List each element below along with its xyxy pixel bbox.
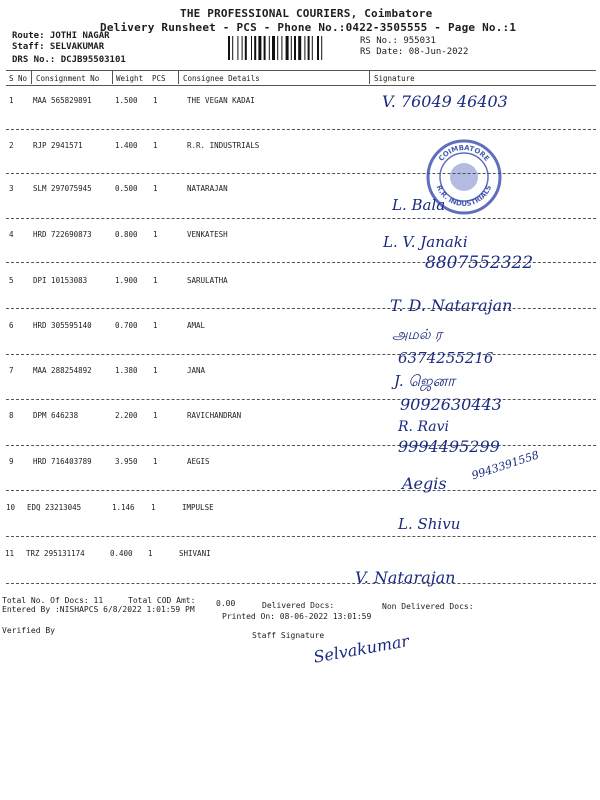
- signature-row-4: L. V. Janaki: [383, 233, 468, 251]
- row-pcs: 1: [153, 96, 158, 105]
- row-weight: 0.700: [115, 321, 138, 330]
- row-weight: 2.200: [115, 411, 138, 420]
- staff-signature-scribble: Selvakumar: [312, 631, 411, 667]
- row-consignment-number: SLM 297075945: [33, 184, 92, 193]
- row-separator: [6, 583, 596, 584]
- total-docs: Total No. Of Docs: 11: [2, 596, 104, 605]
- row-consignment-number: DPI 10153083: [33, 276, 88, 285]
- barcode-bar: [294, 36, 296, 60]
- column-divider: [178, 71, 179, 84]
- row-consignee: VENKATESH: [187, 230, 228, 239]
- row-consignment-number: MAA 288254892: [33, 366, 92, 375]
- row-weight: 1.400: [115, 141, 138, 150]
- row-sno: 7: [9, 366, 14, 375]
- column-header-signature: Signature: [374, 74, 415, 83]
- column-divider: [31, 71, 32, 84]
- row-sno: 6: [9, 321, 14, 330]
- row-separator: [6, 445, 596, 446]
- route-label: Route: JOTHI NAGAR: [12, 31, 110, 41]
- barcode-bar: [232, 36, 233, 60]
- entered-by: Entered By :NISHAPCS 6/8/2022 1:01:59 PM: [2, 605, 195, 614]
- phone-row-4: 8807552322: [425, 253, 534, 273]
- row-consignee: SARULATHA: [187, 276, 228, 285]
- barcode-bar: [228, 36, 230, 60]
- row-sno: 3: [9, 184, 14, 193]
- row-consignee: SHIVANI: [179, 549, 211, 558]
- row-pcs: 1: [153, 276, 158, 285]
- row-sno: 5: [9, 276, 14, 285]
- row-weight: 1.500: [115, 96, 138, 105]
- rs-date: RS Date: 08-Jun-2022: [360, 47, 469, 57]
- signature-row-3: L. Bala: [392, 196, 446, 214]
- phone-row-6: 6374255216: [398, 349, 494, 367]
- column-header-weight: Weight: [116, 74, 144, 83]
- phone-row-8: 9994495299: [398, 437, 500, 456]
- document-title: THE PROFESSIONAL COURIERS, Coimbatore: [180, 7, 433, 20]
- header-top-rule: [6, 70, 596, 71]
- row-separator: [6, 129, 596, 130]
- row-consignee: AEGIS: [187, 457, 210, 466]
- row-sno: 1: [9, 96, 14, 105]
- barcode-bar: [245, 36, 247, 60]
- barcode-bar: [277, 36, 278, 60]
- barcode-bar: [317, 36, 319, 60]
- drs-number: DRS No.: DCJB95503101: [12, 55, 126, 65]
- signature-row-11: V. Natarajan: [355, 568, 456, 587]
- row-consignee: AMAL: [187, 321, 206, 330]
- header-bottom-rule: [6, 85, 596, 86]
- row-separator: [6, 218, 596, 219]
- row-sno: 11: [5, 549, 15, 558]
- row-consignment-number: MAA 565829891: [33, 96, 92, 105]
- verified-by-label: Verified By: [2, 626, 55, 635]
- row-pcs: 1: [153, 141, 158, 150]
- barcode-bar: [321, 36, 322, 60]
- phone-row-9: 9943391558: [470, 448, 541, 483]
- document-subtitle: Delivery Runsheet - PCS - Phone No.:0422-3505555 - Page No.:1: [100, 21, 517, 34]
- column-header-sno: S No: [9, 74, 28, 83]
- signature-row-1: V. 76049 46403: [382, 92, 508, 111]
- row-sno: 2: [9, 141, 14, 150]
- barcode-bar: [308, 36, 310, 60]
- row-separator: [6, 536, 596, 537]
- row-separator: [6, 399, 596, 400]
- row-pcs: 1: [153, 321, 158, 330]
- row-separator: [6, 173, 596, 174]
- barcode-bar: [272, 36, 275, 60]
- barcode-bar: [286, 36, 289, 60]
- signature-row-6: அமல் ர: [392, 327, 443, 343]
- barcode-bar: [304, 36, 305, 60]
- column-divider: [369, 71, 370, 84]
- row-consignment-number: DPM 646238: [33, 411, 79, 420]
- column-header-consignee: Consignee Details: [183, 74, 260, 83]
- signature-row-8: R. Ravi: [398, 419, 450, 435]
- row-sno: 9: [9, 457, 14, 466]
- row-consignment-number: TRZ 295131174: [26, 549, 85, 558]
- barcode-bar: [254, 36, 256, 60]
- row-sno: 10: [6, 503, 16, 512]
- row-consignment-number: HRD 722690873: [33, 230, 92, 239]
- total-cod-label: Total COD Amt:: [128, 596, 196, 605]
- barcode-bar: [298, 36, 301, 60]
- row-weight: 3.950: [115, 457, 138, 466]
- row-weight: 1.900: [115, 276, 138, 285]
- row-consignee: R.R. INDUSTRIALS: [187, 141, 260, 150]
- row-consignment-number: HRD 305595140: [33, 321, 92, 330]
- row-pcs: 1: [153, 457, 158, 466]
- row-pcs: 1: [153, 184, 158, 193]
- stamp-text-bottom: R.R. INDUSTRIALS: [434, 184, 494, 209]
- row-separator: [6, 354, 596, 355]
- barcode-bar: [237, 36, 238, 60]
- column-header-consignment: Consignment No: [36, 74, 100, 83]
- printed-on: Printed On: 08-06-2022 13:01:59: [222, 612, 372, 621]
- rs-number: RS No.: 955031: [360, 36, 436, 46]
- column-divider: [112, 71, 113, 84]
- barcode-bar: [291, 36, 292, 60]
- barcode-bar: [258, 36, 261, 60]
- column-header-pcs: PCS: [152, 74, 166, 83]
- row-consignment-number: EDQ 23213045: [27, 503, 82, 512]
- row-pcs: 1: [153, 230, 158, 239]
- row-sno: 4: [9, 230, 14, 239]
- barcode-bar: [281, 36, 282, 60]
- row-separator: [6, 490, 596, 491]
- row-consignment-number: HRD 716403789: [33, 457, 92, 466]
- barcode-image: [228, 36, 352, 60]
- total-cod-value: 0.00: [216, 599, 236, 608]
- phone-row-7: 9092630443: [400, 395, 502, 414]
- row-pcs: 1: [153, 366, 158, 375]
- signature-row-5: T. D. Natarajan: [390, 296, 513, 315]
- signature-row-7: J. ஜெனா: [394, 372, 455, 390]
- row-consignee: NATARAJAN: [187, 184, 228, 193]
- staff-signature-label: Staff Signature: [252, 631, 325, 640]
- barcode-bar: [312, 36, 313, 60]
- row-weight: 1.380: [115, 366, 138, 375]
- barcode-bar: [242, 36, 243, 60]
- barcode-bar: [264, 36, 266, 60]
- row-sno: 8: [9, 411, 14, 420]
- barcode-bar: [269, 36, 270, 60]
- barcode-bar: [251, 36, 252, 60]
- signature-row-10: L. Shivu: [398, 515, 461, 533]
- row-consignment-number: RJP 2941571: [33, 141, 83, 150]
- signature-row-9: Aegis: [402, 474, 447, 493]
- row-consignee: IMPULSE: [182, 503, 214, 512]
- row-pcs: 1: [153, 411, 158, 420]
- row-consignee: JANA: [187, 366, 206, 375]
- staff-label: Staff: SELVAKUMAR: [12, 42, 105, 52]
- row-weight: 0.500: [115, 184, 138, 193]
- row-consignee: RAVICHANDRAN: [187, 411, 242, 420]
- row-weight: 0.400: [110, 549, 133, 558]
- row-consignee: THE VEGAN KADAI: [187, 96, 255, 105]
- delivered-docs-label: Delivered Docs:: [262, 601, 335, 610]
- stamp-text-top: COIMBATORE: [437, 143, 491, 163]
- row-weight: 1.146: [112, 503, 135, 512]
- row-pcs: 1: [151, 503, 156, 512]
- row-pcs: 1: [148, 549, 153, 558]
- non-delivered-docs-label: Non Delivered Docs:: [382, 602, 474, 611]
- row-weight: 0.800: [115, 230, 138, 239]
